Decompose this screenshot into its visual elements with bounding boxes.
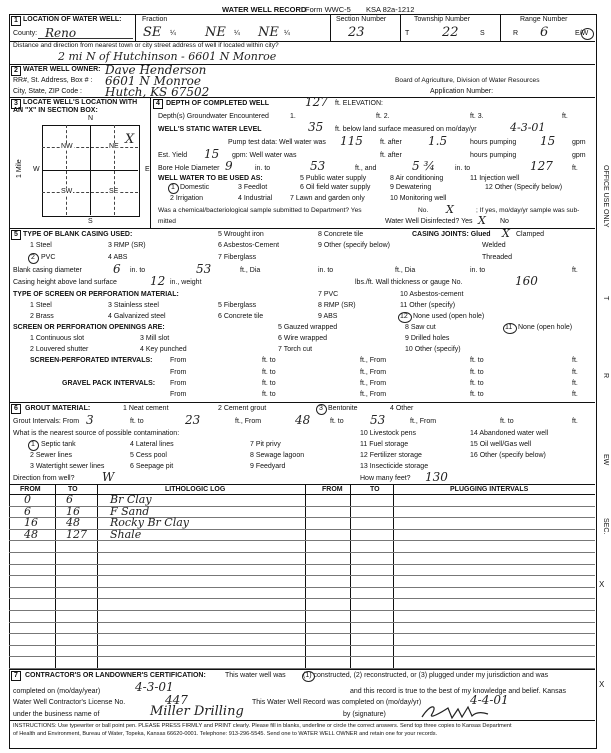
open-continuous[interactable]: 1 Continuous slot: [30, 335, 85, 342]
casing-in-to: in. to: [130, 267, 146, 274]
log-plug-header: PLUGGING INTERVALS: [450, 486, 529, 493]
interval-ft: ft.: [572, 369, 578, 376]
log-from[interactable]: 48: [24, 527, 38, 541]
use-label: WELL WATER TO BE USED AS:: [158, 175, 263, 182]
signature-image: [418, 700, 498, 722]
log-row-line: [9, 506, 595, 507]
bore-depth-1[interactable]: 53: [310, 159, 326, 173]
open-saw[interactable]: 8 Saw cut: [405, 324, 436, 331]
interval-ft-to: ft. to: [470, 369, 484, 376]
quarter-3[interactable]: NE: [258, 25, 279, 40]
interval-ft-from: ft., From: [360, 357, 387, 364]
township-t: T: [405, 30, 410, 37]
casing-height-label: Casing height above land surface: [13, 279, 117, 286]
county-label: County:: [13, 30, 38, 37]
contam-insecticide[interactable]: 13 Insecticide storage: [360, 463, 429, 470]
owner-city[interactable]: Hutch, KS 67502: [105, 85, 210, 99]
location-x-mark[interactable]: X: [125, 132, 135, 147]
log-from[interactable]: 0: [24, 493, 31, 506]
casing-ft-dia-2: ft., Dia: [395, 267, 416, 274]
disinfected-label: Water Well Disinfected? Yes: [385, 218, 473, 225]
use-feedlot[interactable]: 3 Feedlot: [238, 184, 268, 191]
grout-to-2[interactable]: 53: [370, 413, 386, 427]
screen-other[interactable]: 11 Other (specify): [400, 302, 456, 309]
casing-steel[interactable]: 1 Steel: [30, 242, 52, 249]
license-label: Water Well Contractor's License No.: [13, 699, 126, 706]
grout-to-1[interactable]: 23: [185, 413, 201, 427]
log-row-line: [9, 564, 595, 565]
col-line: [393, 484, 394, 669]
section-3-number: 3: [11, 99, 21, 109]
gravel-intervals-label: GRAVEL PACK INTERVALS:: [62, 380, 156, 387]
casing-dia-value[interactable]: 6: [113, 262, 121, 276]
log-litho-header: LITHOLOGIC LOG: [165, 486, 226, 493]
casing-asbestos[interactable]: 6 Asbestos-Cement: [218, 242, 280, 249]
casing-concrete[interactable]: 8 Concrete tile: [318, 231, 364, 238]
casing-other[interactable]: 9 Other (specify below): [318, 242, 390, 249]
open-louvered[interactable]: 2 Louvered shutter: [30, 346, 89, 353]
interval-ft-from: ft., From: [360, 391, 387, 398]
grout-ft-from: ft., From: [235, 418, 262, 425]
col-line: [97, 484, 98, 669]
business-label: under the business name of: [13, 711, 100, 718]
contam-septic[interactable]: Septic tank: [41, 441, 76, 448]
grout-neat[interactable]: 1 Neat cement: [123, 405, 169, 412]
casing-ft-3: ft.: [572, 267, 578, 274]
contam-seepage[interactable]: 6 Seepage pit: [130, 463, 174, 470]
instructions-line-2: of Health and Environment, Bureau of Water, Topeka, Kansas 66620-0001. Telephone: 913-296-5545. Send one to WATER WELL OWNER and retain one for your records.: [13, 731, 438, 737]
static-level-label: WELL'S STATIC WATER LEVEL: [158, 126, 262, 133]
est-yield-label: Est. Yield: [158, 152, 188, 159]
col-line: [55, 484, 56, 669]
bore-in2: in. to: [455, 165, 471, 172]
static-date[interactable]: 4-3-01: [510, 121, 546, 134]
side-t: T: [602, 296, 609, 301]
contam-cess[interactable]: 5 Cess pool: [130, 452, 167, 459]
joints-label: CASING JOINTS: Glued: [412, 231, 491, 238]
divider: [135, 14, 136, 41]
form-title: WATER WELL RECORD: [222, 5, 307, 14]
record-date[interactable]: 4-4-01: [470, 693, 509, 707]
screen-material-label: TYPE OF SCREEN OR PERFORATION MATERIAL:: [13, 291, 179, 298]
contam-fuel[interactable]: 11 Fuel storage: [360, 441, 409, 448]
township-s: S: [480, 30, 485, 37]
log-description[interactable]: Shale: [110, 527, 142, 541]
divider: [500, 14, 501, 41]
log-row-line: [9, 610, 595, 611]
contam-watertight[interactable]: 3 Watertight sewer lines: [30, 463, 105, 470]
howmany-value[interactable]: 130: [425, 470, 448, 484]
log-row-line: [9, 540, 595, 541]
joints-clamped[interactable]: Clamped: [516, 231, 545, 238]
screen-galvanized[interactable]: 4 Galvanized steel: [108, 313, 166, 320]
casing-fiberglass[interactable]: 7 Fiberglass: [218, 254, 257, 261]
open-torch[interactable]: 7 Torch cut: [278, 346, 313, 353]
screen-pvc[interactable]: 7 PVC: [318, 291, 339, 298]
chem-sample-label: Was a chemical/bacteriological sample submitted to Department? Yes: [158, 207, 362, 214]
use-injection[interactable]: 11 Injection well: [470, 175, 520, 182]
static-level-value[interactable]: 35: [308, 120, 324, 134]
interval-ft-to: ft. to: [470, 357, 484, 364]
county-underline: [38, 38, 133, 39]
form-number: Form WWC-5: [305, 5, 351, 14]
open-key[interactable]: 4 Key punched: [140, 346, 187, 353]
grout-ft: ft.: [572, 418, 578, 425]
use-oilfield[interactable]: 6 Oil field water supply: [300, 184, 371, 191]
section-value[interactable]: 23: [348, 25, 365, 40]
screen-none-used[interactable]: None used (open hole): [413, 313, 485, 320]
log-row-line: [9, 517, 595, 518]
howmany-label: How many feet?: [360, 475, 411, 482]
quarter-1[interactable]: SE: [143, 25, 162, 40]
grout-other[interactable]: 4 Other: [390, 405, 414, 412]
joints-glued-mark[interactable]: X: [502, 227, 510, 240]
rule: [9, 669, 595, 670]
cert-options: (1) constructed, (2) reconstructed, or (3) plugged under my jurisdiction and was: [303, 672, 549, 679]
screen-concrete[interactable]: 6 Concrete tile: [218, 313, 264, 320]
county-value[interactable]: Reno: [45, 26, 77, 40]
casing-weight-label: in., weight: [170, 279, 202, 286]
casing-to-value[interactable]: 53: [196, 262, 212, 276]
mile-label: 1 Mile: [16, 159, 23, 178]
casing-gauge-value[interactable]: 160: [515, 274, 538, 288]
log-row-line: [9, 587, 595, 588]
interval-ft-to: ft. to: [262, 369, 276, 376]
joints-threaded[interactable]: Threaded: [482, 254, 512, 261]
screen-fiberglass[interactable]: 5 Fiberglass: [218, 302, 257, 309]
use-dewatering[interactable]: 9 Dewatering: [390, 184, 432, 191]
grid-line: [42, 147, 138, 148]
depth-value[interactable]: 127: [305, 95, 328, 109]
quarter-symbol: ¼: [284, 30, 290, 37]
bore-label: Bore Hole Diameter: [158, 165, 220, 172]
cert-text-2: and this record is true to the best of my knowledge and belief. Kansas: [350, 688, 566, 695]
grout-ft-from-2: ft., From: [410, 418, 437, 425]
casing-abs[interactable]: 4 ABS: [108, 254, 128, 261]
interval-from: From: [170, 391, 187, 398]
screen-rmp[interactable]: 8 RMP (SR): [318, 302, 356, 309]
section-5-number: 5: [11, 230, 21, 240]
license-value[interactable]: 447: [165, 693, 188, 707]
side-x-1: X: [599, 580, 605, 589]
divider: [400, 14, 401, 41]
casing-wrought[interactable]: 5 Wrought iron: [218, 231, 264, 238]
owner-name[interactable]: Dave Henderson: [105, 63, 207, 77]
interval-ft-to: ft. to: [470, 380, 484, 387]
divider: [150, 97, 151, 228]
grout-from-1[interactable]: 3: [86, 413, 94, 427]
contam-feedyard[interactable]: 9 Feedyard: [250, 463, 286, 470]
log-row-line: [9, 575, 595, 576]
section-1-number: 1: [11, 16, 21, 26]
cert-text-1: This water well was: [225, 672, 286, 679]
interval-from: From: [170, 369, 187, 376]
interval-ft-to: ft. to: [262, 357, 276, 364]
contam-lateral[interactable]: 4 Lateral lines: [130, 441, 174, 448]
quarter-symbol: ¼: [234, 30, 240, 37]
bore-ft2: ft.: [572, 165, 578, 172]
signature-label: by (signature): [343, 711, 386, 718]
gw-1: 1.: [290, 113, 296, 120]
ksa-reference: KSA 82a-1212: [366, 5, 415, 14]
log-row-line: [9, 645, 595, 646]
side-x-2: X: [599, 680, 605, 689]
gw-2: ft. 2.: [376, 113, 390, 120]
open-gauzed[interactable]: 5 Gauzed wrapped: [278, 324, 338, 331]
use-domestic[interactable]: Domestic: [180, 184, 210, 191]
log-row-line: [9, 529, 595, 530]
north-label: N: [88, 115, 94, 122]
grout-bentonite[interactable]: Bentonite: [328, 405, 358, 412]
disinfected-no: No: [500, 218, 509, 225]
contam-oilgas[interactable]: 15 Oil well/Gas well: [470, 441, 532, 448]
grout-cement[interactable]: 2 Cement grout: [218, 405, 267, 412]
distance-label: Distance and direction from nearest town or city street address of well if located within city?: [13, 42, 279, 49]
open-other[interactable]: 10 Other (specify): [405, 346, 461, 353]
interval-from: From: [170, 380, 187, 387]
log-from[interactable]: 6: [24, 504, 31, 518]
range-r: R: [513, 30, 519, 37]
use-other[interactable]: 12 Other (Specify below): [485, 184, 563, 191]
range-label: Range Number: [520, 16, 568, 23]
log-row-line: [9, 598, 595, 599]
ne-label: NE: [109, 143, 119, 150]
casing-in-to-3: in. to: [470, 267, 486, 274]
grout-from-2[interactable]: 48: [295, 413, 311, 427]
grout-ft-to-2: ft. to: [330, 418, 344, 425]
casing-dia-label: Blank casing diameter: [13, 267, 82, 274]
contam-lagoon[interactable]: 8 Sewage lagoon: [250, 452, 305, 459]
se-label: SE: [109, 188, 119, 195]
log-row-line: [9, 552, 595, 553]
log-from2-header: FROM: [322, 486, 343, 493]
submitted-label: mitted: [158, 218, 176, 225]
side-sec: SEC.: [602, 518, 609, 535]
interval-ft-from: ft., From: [360, 380, 387, 387]
instructions-line-1: INSTRUCTIONS: Use typewriter or ball point pen. PLEASE PRESS FIRMLY and PRINT clearly. Please fill in blanks, underline or circle the correct answers. Send top three copies to Kansas Department: [13, 723, 512, 729]
interval-from: From: [170, 357, 187, 364]
log-row-line: [9, 656, 595, 657]
contam-livestock[interactable]: 10 Livestock pens: [360, 430, 417, 437]
bore-ft-and: ft., and: [355, 165, 377, 172]
township-value[interactable]: 22: [442, 25, 459, 40]
pump-after: ft. after: [380, 139, 402, 146]
interval-ft-to: ft. to: [470, 391, 484, 398]
city-label: City, State, ZIP Code :: [13, 88, 82, 95]
log-to[interactable]: 6: [66, 493, 73, 506]
side-r: R: [602, 373, 609, 379]
location-label: LOCATION OF WATER WELL:: [23, 16, 122, 23]
log-description[interactable]: F Sand: [110, 504, 150, 518]
use-monitoring[interactable]: 10 Monitoring well: [390, 195, 447, 202]
pump-hours-label: hours pumping: [470, 139, 517, 146]
locate-label-2: AN "X" IN SECTION BOX:: [13, 107, 98, 114]
chem-no: No.: [418, 207, 429, 214]
range-ew: E/W: [575, 30, 589, 37]
est-gpm2: gpm: [572, 152, 586, 159]
interval-ft: ft.: [572, 380, 578, 387]
casing-label: TYPE OF BLANK CASING USED:: [23, 231, 133, 238]
use-industrial[interactable]: 4 Industrial: [238, 195, 273, 202]
section-label: Section Number: [336, 16, 387, 23]
bore-dia-2[interactable]: 5 ¾: [412, 159, 436, 173]
section-6-number: 6: [11, 404, 21, 414]
log-from-header: FROM: [20, 486, 41, 493]
owner-label: WATER WELL OWNER:: [23, 66, 101, 73]
use-public[interactable]: 5 Public water supply: [300, 175, 367, 182]
use-air[interactable]: 8 Air conditioning: [390, 175, 444, 182]
grout-ft-to: ft. to: [130, 418, 144, 425]
gw-3: ft. 3.: [470, 113, 484, 120]
log-to[interactable]: 127: [66, 527, 87, 541]
chem-no-mark[interactable]: X: [446, 203, 454, 216]
side-ew: EW: [602, 454, 609, 466]
screen-brass[interactable]: 2 Brass: [30, 313, 54, 320]
grout-label: GROUT MATERIAL:: [25, 405, 91, 412]
log-to-header: TO: [68, 486, 78, 493]
grout-ft-to-3: ft. to: [500, 418, 514, 425]
screen-abs[interactable]: 9 ABS: [318, 313, 338, 320]
contam-other[interactable]: 16 Other (specify below): [470, 452, 546, 459]
contam-fertilizer[interactable]: 12 Fertilizer storage: [360, 452, 422, 459]
cert-text-3: This Water Well Record was completed on (mo/day/yr): [252, 699, 422, 706]
grid-line: [114, 125, 115, 215]
use-irrigation[interactable]: 2 Irrigation: [170, 195, 204, 202]
quarter-2[interactable]: NE: [205, 25, 226, 40]
pump-water-level[interactable]: 115: [340, 134, 363, 148]
casing-rmp[interactable]: 3 RMP (SR): [108, 242, 146, 249]
log-description[interactable]: Rocky Br Clay: [110, 516, 189, 530]
completed-label: completed on (mo/day/year): [13, 688, 101, 695]
rule: [9, 402, 595, 403]
west-label: W: [33, 166, 40, 173]
business-name[interactable]: Miller Drilling: [150, 704, 244, 719]
gpm-unit: gpm: [572, 139, 586, 146]
chem-tail: ; If yes, mo/day/yr sample was sub-: [476, 207, 580, 214]
direction-value[interactable]: W: [102, 470, 115, 484]
elevation-label: ft. ELEVATION:: [335, 100, 383, 107]
rule: [9, 64, 595, 65]
owner-address[interactable]: 6601 N Monroe: [105, 74, 201, 88]
interval-ft-from: ft., From: [360, 369, 387, 376]
certification-label: CONTRACTOR'S OR LANDOWNER'S CERTIFICATION:: [25, 672, 206, 679]
casing-gauge-label: lbs./ft. Wall thickness or gauge No.: [355, 279, 463, 286]
interval-ft: ft.: [572, 391, 578, 398]
col-line: [350, 484, 351, 669]
joints-welded[interactable]: Welded: [482, 242, 506, 249]
disinfected-mark[interactable]: X: [478, 214, 486, 227]
sw-label: SW: [61, 188, 73, 195]
bore-in: in. to: [255, 165, 271, 172]
openings-label: SCREEN OR PERFORATION OPENINGS ARE:: [13, 324, 165, 331]
contamination-label: What is the nearest source of possible contamination:: [13, 430, 180, 437]
contam-abandoned[interactable]: 14 Abandoned water well: [470, 430, 549, 437]
interval-ft: ft.: [572, 357, 578, 364]
screen-steel[interactable]: 1 Steel: [30, 302, 52, 309]
pump-hours[interactable]: 1.5: [428, 134, 448, 148]
section-4-number: 4: [153, 99, 163, 109]
grout-intervals-label: Grout Intervals: From: [13, 418, 80, 425]
gw-ft: ft.: [562, 113, 568, 120]
east-label: E: [145, 166, 150, 173]
est-hours-label: hours pumping: [470, 152, 517, 159]
open-drilled[interactable]: 9 Drilled holes: [405, 335, 450, 342]
grid-line: [66, 125, 67, 215]
static-tail: ft. below land surface measured on mo/day/yr: [335, 126, 477, 133]
log-row-line: [9, 622, 595, 623]
open-none[interactable]: None (open hole): [518, 324, 573, 331]
screen-asbestos[interactable]: 10 Asbestos-cement: [400, 291, 464, 298]
use-lawn[interactable]: 7 Lawn and garden only: [290, 195, 365, 202]
office-use-label: OFFICE USE ONLY: [602, 165, 609, 228]
completed-date[interactable]: 4-3-01: [135, 680, 174, 694]
casing-height-value[interactable]: 12: [150, 274, 166, 288]
log-to[interactable]: 16: [66, 504, 80, 518]
address-label: RR#, St. Address, Box # :: [13, 77, 93, 84]
rule: [9, 720, 595, 721]
est-after: ft. after: [380, 152, 402, 159]
circle-e: [581, 28, 594, 40]
log-to2-header: TO: [370, 486, 380, 493]
casing-in-to-2: in. to: [318, 267, 334, 274]
log-to[interactable]: 48: [66, 516, 80, 530]
section-7-number: 7: [11, 671, 21, 681]
divider: [330, 14, 331, 41]
range-value[interactable]: 6: [540, 25, 549, 40]
pump-gpm[interactable]: 15: [540, 134, 556, 148]
col-line: [305, 484, 306, 669]
interval-ft-to: ft. to: [262, 391, 276, 398]
open-mill[interactable]: 3 Mill slot: [140, 335, 170, 342]
south-label: S: [88, 218, 93, 225]
quarter-symbol: ¼: [170, 30, 176, 37]
log-from[interactable]: 16: [24, 516, 38, 530]
contam-sewer[interactable]: 2 Sewer lines: [30, 452, 73, 459]
est-gpm-label: gpm: Well water was: [232, 152, 297, 159]
open-wire[interactable]: 6 Wire wrapped: [278, 335, 328, 342]
section-2-number: 2: [11, 66, 21, 76]
fraction-label: Fraction: [142, 16, 168, 23]
grid-line: [42, 192, 138, 193]
casing-pvc[interactable]: PVC: [41, 254, 56, 261]
board-text: Board of Agriculture, Division of Water Resources: [395, 77, 540, 84]
direction-label: Direction from well?: [13, 475, 75, 482]
distance-value[interactable]: 2 mi N of Hutchinson - 6601 N Monroe: [58, 50, 277, 63]
application-number-label: Application Number:: [430, 88, 494, 95]
bore-depth-2[interactable]: 127: [530, 159, 553, 173]
log-row-line: [9, 633, 595, 634]
depth-label: DEPTH OF COMPLETED WELL: [166, 100, 270, 107]
bore-dia-1[interactable]: 9: [225, 159, 233, 173]
groundwater-label: Depth(s) Groundwater Encountered: [158, 113, 269, 120]
locate-label-1: LOCATE WELL'S LOCATION WITH: [23, 99, 138, 106]
casing-ft-dia: ft., Dia: [240, 267, 261, 274]
contam-pit[interactable]: 7 Pit privy: [250, 441, 281, 448]
screen-stainless[interactable]: 3 Stainless steel: [108, 302, 159, 309]
grid-line: [42, 170, 138, 171]
pump-test-label: Pump test data: Well water was: [228, 139, 326, 146]
nw-label: NW: [61, 143, 73, 150]
est-yield-value[interactable]: 15: [204, 147, 220, 161]
log-description[interactable]: Br Clay: [110, 493, 152, 506]
interval-ft-to: ft. to: [262, 380, 276, 387]
rule: [9, 97, 595, 98]
screen-intervals-label: SCREEN-PERFORATED INTERVALS:: [30, 357, 153, 364]
township-label: Township Number: [414, 16, 471, 23]
